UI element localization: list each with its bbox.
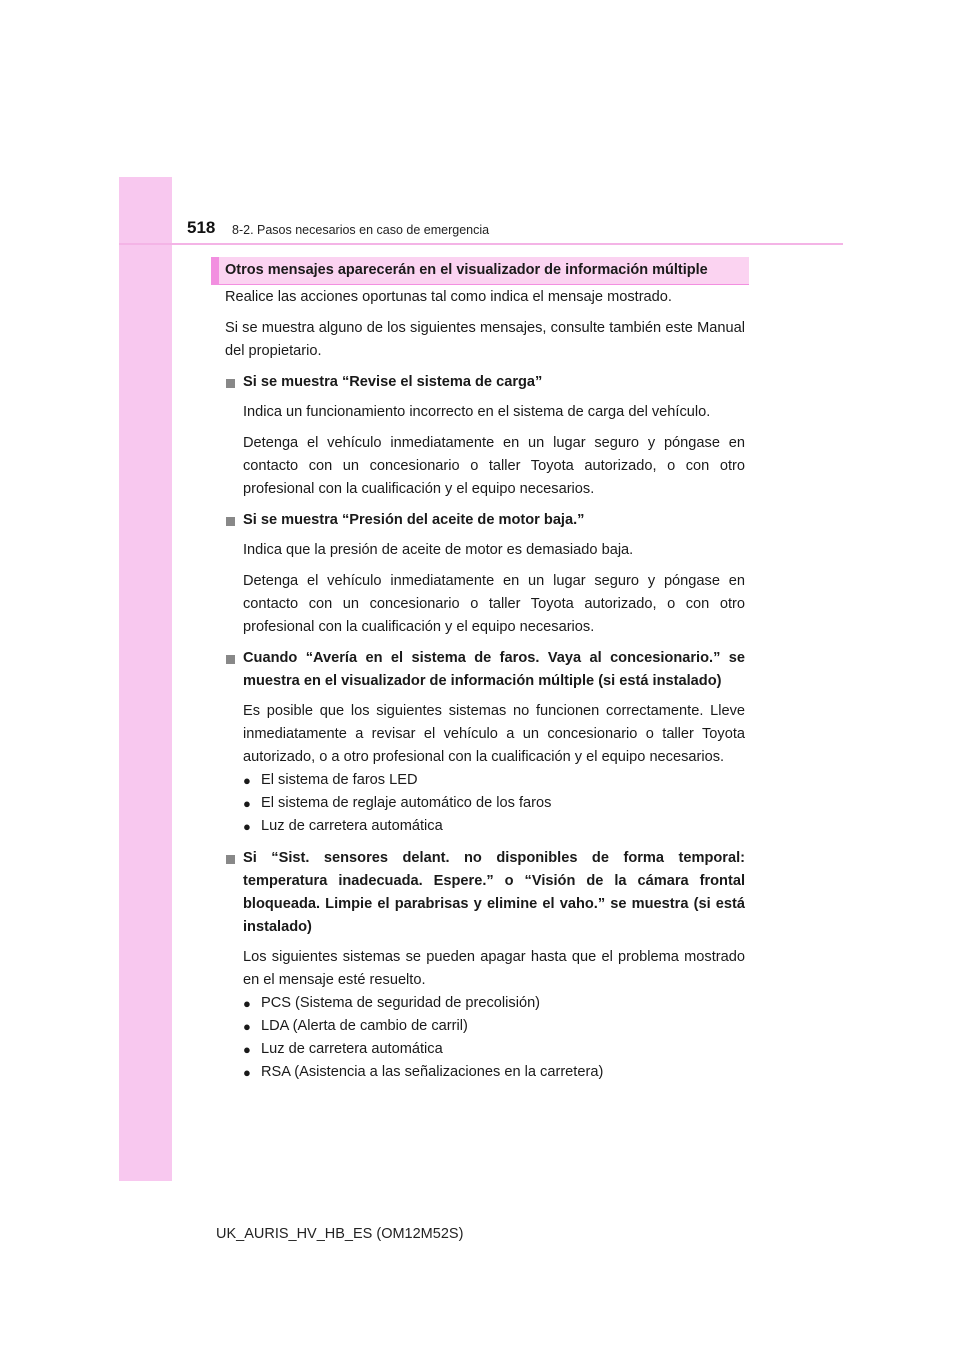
body-paragraph: Los siguientes sistemas se pueden apagar hasta que el problema mostrado en el mensaje esté resuelto. [243, 949, 745, 988]
list-item: ● Luz de carretera automática [225, 1038, 745, 1061]
bullet-dot-icon: ● [243, 1019, 251, 1034]
bullet-dot-icon: ● [243, 796, 251, 811]
bullet-dot-icon: ● [243, 819, 251, 834]
subsection-heading: Si se muestra “Presión del aceite de motor baja.” [225, 509, 745, 532]
body-paragraph: Detenga el vehículo inmediatamente en un lugar seguro y póngase en contacto con un concesionario o taller Toyota autorizado, o con otro profesional con la cualificación y el equipo necesarios. [243, 573, 745, 635]
list-item: ● LDA (Alerta de cambio de carril) [225, 1015, 745, 1038]
intro-paragraph: Realice las acciones oportunas tal como indica el mensaje mostrado. [225, 289, 672, 305]
body-paragraph: Indica que la presión de aceite de motor es demasiado baja. [243, 542, 634, 558]
subsection-heading: Si se muestra “Revise el sistema de carga” [225, 371, 745, 394]
list-item: ● El sistema de reglaje automático de los faros [225, 792, 745, 815]
body-paragraph: Es posible que los siguientes sistemas no funcionen correctamente. Lleve inmediatamente a revisar el vehículo a un concesionario o taller Toyota autorizado, o a otro profesional con la cualificación y el equipo necesarios. [243, 703, 745, 765]
bullet-list [225, 769, 745, 838]
bullet-dot-icon: ● [243, 996, 251, 1011]
square-bullet-icon [226, 655, 235, 664]
square-bullet-icon [226, 855, 235, 864]
body-paragraph: Indica un funcionamiento incorrecto en el sistema de carga del vehículo. [243, 404, 711, 420]
subsection-heading: Si “Sist. sensores delant. no disponibles de forma temporal: temperatura inadecuada. Espere.” o “Visión de la cámara frontal bloqueada. Limpie el parabrisas y elimine el vaho.” se muestra (si está instalado) [225, 847, 745, 939]
bullet-dot-icon: ● [243, 1065, 251, 1080]
intro-paragraph: Si se muestra alguno de los siguientes mensajes, consulte también este Manual del propietario. [225, 320, 745, 359]
bullet-list [225, 992, 745, 1084]
section-title: 8-2. Pasos necesarios en caso de emergencia [232, 223, 490, 237]
subsection-heading: Cuando “Avería en el sistema de faros. Vaya al concesionario.” se muestra en el visualizador de información múltiple (si está instalado) [225, 647, 745, 693]
square-bullet-icon [226, 517, 235, 526]
side-color-band [119, 177, 172, 1181]
page-number: 518 [187, 218, 216, 237]
square-bullet-icon [226, 379, 235, 388]
list-item: ● Luz de carretera automática [225, 815, 745, 838]
list-item: ● RSA (Asistencia a las señalizaciones en la carretera) [225, 1061, 745, 1084]
footer-model-code: UK_AURIS_HV_HB_ES (OM12M52S) [216, 1226, 464, 1242]
bullet-dot-icon: ● [243, 1042, 251, 1057]
header-divider [119, 243, 843, 245]
box-heading-text: Otros mensajes aparecerán en el visualizador de información múltiple [225, 262, 708, 278]
list-item: ● El sistema de faros LED [225, 769, 745, 792]
content-body [225, 286, 745, 1093]
box-underline [211, 284, 749, 285]
list-item: ● PCS (Sistema de seguridad de precolisión) [225, 992, 745, 1015]
body-paragraph: Detenga el vehículo inmediatamente en un lugar seguro y póngase en contacto con un concesionario o taller Toyota autorizado, o con otro profesional con la cualificación y el equipo necesarios. [243, 435, 745, 497]
bullet-dot-icon: ● [243, 773, 251, 788]
box-heading [211, 257, 749, 284]
